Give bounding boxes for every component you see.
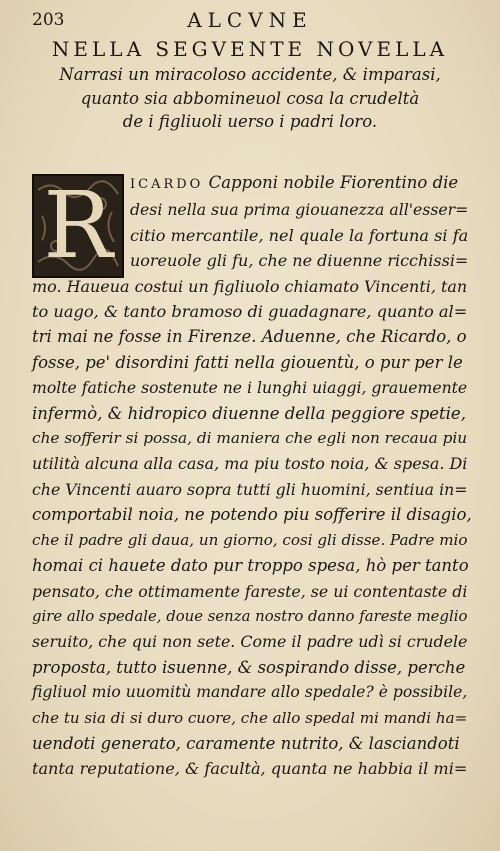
text-line: tanta reputatione, & facultà, quanta ne habbia il mi= bbox=[32, 759, 468, 779]
text-line: homai ci hauete dato pur troppo spesa, hò per tanto bbox=[32, 556, 469, 576]
summary-line: de i figliuoli uerso i padri loro. bbox=[122, 112, 378, 131]
section-heading: NELLA SEGVENTE NOVELLA bbox=[51, 37, 449, 61]
text-line: utilità alcuna alla casa, ma piu tosto noia, & spesa. Di bbox=[32, 454, 468, 474]
text-line: proposta, tutto isuenne, & sospirando disse, perche bbox=[32, 657, 466, 677]
text-line: che tu sia di si duro cuore, che allo spedal mi mandi ha= bbox=[32, 708, 468, 727]
text-line: seruito, che qui non sete. Come il padre udì si crudele bbox=[32, 632, 468, 652]
text-line: che Vincenti auaro sopra tutti gli huomini, sentiua in= bbox=[32, 479, 468, 499]
text-line: gire allo spedale, doue senza nostro danno fareste meglio bbox=[32, 606, 468, 625]
text-line: ICARDO Capponi nobile Fiorentino die bbox=[130, 173, 459, 192]
text-line: to uago, & tanto bramoso di guadagnare, quanto al= bbox=[32, 302, 468, 322]
text-line: tri mai ne fosse in Firenze. Aduenne, che Ricardo, o bbox=[32, 327, 467, 347]
body-text bbox=[32, 170, 472, 782]
text-line: desi nella sua prima giouanezza all'esser= bbox=[130, 200, 469, 220]
text-line: pensato, che ottimamente fareste, se ui contentaste di bbox=[32, 581, 468, 601]
drop-cap-letter: R bbox=[43, 174, 113, 278]
text-line: che sofferir si possa, di maniera che egli non recaua piu bbox=[32, 429, 468, 448]
text-line: mo. Haueua costui un figliuolo chiamato Vincenti, tan bbox=[32, 276, 468, 296]
text-line: uendoti generato, caramente nutrito, & lasciandoti bbox=[32, 733, 460, 753]
first-word: ICARDO bbox=[130, 177, 204, 192]
text-line: infermò, & hidropico diuenne della peggiore spetie, bbox=[32, 403, 466, 423]
text-line: uoreuole gli fu, che ne diuenne ricchissi= bbox=[130, 251, 469, 271]
text-line: fosse, pe' disordini fatti nella giouentù, o pur per le bbox=[32, 352, 463, 372]
text-line: comportabil noia, ne potendo piu sofferire il disagio, bbox=[32, 505, 472, 525]
page-number: 203 bbox=[32, 10, 65, 30]
summary-line: quanto sia abbomineuol cosa la crudeltà bbox=[80, 88, 420, 108]
novella-summary bbox=[40, 63, 460, 134]
text-line: molte fatiche sostenute ne i lunghi uiaggi, grauemente bbox=[32, 378, 468, 398]
running-title: ALCVNE bbox=[187, 8, 313, 32]
text-line: che il padre gli daua, un giorno, cosi gli disse. Padre mio bbox=[32, 530, 468, 549]
text-line: figliuol mio uuomitù mandare allo spedale? è possibile, bbox=[32, 683, 468, 702]
text-line: citio mercantile, nel quale la fortuna si fa bbox=[130, 225, 469, 245]
summary-line: Narrasi un miracoloso accidente, & imparasi, bbox=[59, 65, 441, 84]
running-head bbox=[32, 8, 468, 34]
